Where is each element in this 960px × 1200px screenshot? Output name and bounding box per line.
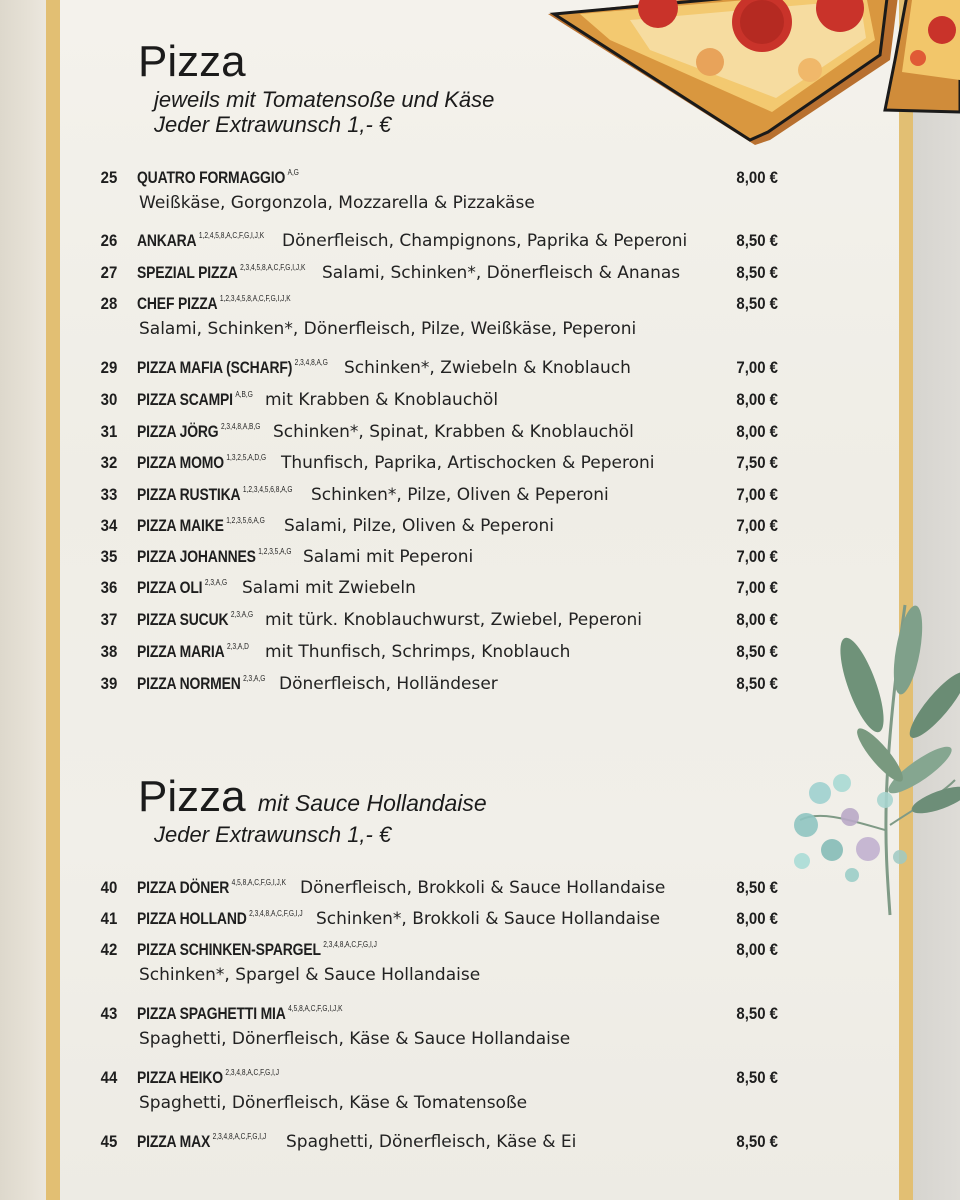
section-1-extra-note: Jeder Extrawunsch 1,- € xyxy=(154,112,392,137)
item-price: 7,00 € xyxy=(736,358,778,377)
item-price: 7,00 € xyxy=(736,516,778,535)
menu-item-40 xyxy=(0,878,960,910)
item-description: Spaghetti, Dönerfleisch, Käse & Tomatensoße xyxy=(139,1093,528,1113)
item-name xyxy=(137,674,265,694)
item-description: Dönerfleisch, Champignons, Paprika & Peperoni xyxy=(282,231,688,251)
menu-item-38 xyxy=(0,642,960,674)
item-description: Salami, Pilze, Oliven & Peperoni xyxy=(284,516,555,536)
item-name xyxy=(137,453,266,473)
allergen-codes: 2,3,A,G xyxy=(243,674,266,683)
item-name xyxy=(137,1068,279,1088)
item-name-text: PIZZA MOMO xyxy=(137,453,224,472)
section-1-subtitle: jeweils mit Tomatensoße und Käse xyxy=(154,87,495,112)
menu-item-35 xyxy=(0,547,960,579)
item-number: 40 xyxy=(100,878,118,897)
menu-item-30 xyxy=(0,390,960,422)
item-number: 38 xyxy=(100,642,118,661)
allergen-codes: 2,3,4,8,A,C,F,G,I,J xyxy=(212,1132,267,1141)
item-price: 8,50 € xyxy=(736,1132,778,1151)
item-name xyxy=(137,422,260,442)
item-number: 27 xyxy=(100,263,118,282)
item-name xyxy=(137,547,291,567)
section-2-title-suffix: mit Sauce Hollandaise xyxy=(257,790,487,816)
allergen-codes: 1,3,2,5,A,D,G xyxy=(226,453,267,462)
allergen-codes: 4,5,8,A,C,F,G,I,J,K xyxy=(231,878,286,887)
item-price: 8,00 € xyxy=(736,909,778,928)
item-name-text: PIZZA MAFIA (SCHARF) xyxy=(137,358,293,377)
item-name xyxy=(137,578,227,598)
item-name xyxy=(137,358,328,378)
item-name-text: PIZZA SCAMPI xyxy=(137,390,233,409)
menu-item-28 xyxy=(0,294,960,339)
section-2-title xyxy=(138,772,487,825)
item-name-text: PIZZA MARIA xyxy=(137,642,225,661)
item-price: 7,50 € xyxy=(736,453,778,472)
allergen-codes: 2,3,4,8,A,C,F,G,I,J xyxy=(323,940,377,949)
section-2-title-main: Pizza xyxy=(138,772,246,821)
menu-item-41 xyxy=(0,909,960,941)
item-description: Schinken*, Pilze, Oliven & Peperoni xyxy=(311,485,609,505)
allergen-codes: 1,2,4,5,8,A,C,F,G,I,J,K xyxy=(198,231,265,240)
item-description: Salami mit Zwiebeln xyxy=(242,578,416,598)
item-name xyxy=(137,909,303,929)
item-number: 26 xyxy=(100,231,118,250)
item-number: 29 xyxy=(100,358,118,377)
menu-item-36 xyxy=(0,578,960,610)
item-number: 39 xyxy=(100,674,118,693)
item-name xyxy=(137,485,293,505)
item-price: 7,00 € xyxy=(736,485,778,504)
item-name xyxy=(137,231,264,251)
item-name xyxy=(137,1132,266,1152)
menu-item-44 xyxy=(0,1068,960,1113)
item-name xyxy=(137,940,377,960)
item-name xyxy=(137,516,265,536)
item-name xyxy=(137,294,291,314)
item-price: 8,50 € xyxy=(736,878,778,897)
menu-item-33 xyxy=(0,485,960,517)
item-description: Dönerfleisch, Brokkoli & Sauce Hollandaise xyxy=(300,878,666,898)
item-name xyxy=(137,263,305,283)
item-price: 8,50 € xyxy=(736,263,778,282)
item-number: 41 xyxy=(100,909,118,928)
allergen-codes: 2,3,4,8,A,C,F,G,I,J xyxy=(249,909,303,918)
allergen-codes: A,G xyxy=(287,168,299,177)
item-number: 34 xyxy=(100,516,118,535)
item-number: 28 xyxy=(100,294,118,313)
item-price: 8,00 € xyxy=(736,390,778,409)
item-description: Salami, Schinken*, Dönerfleisch, Pilze, Weißkäse, Peperoni xyxy=(139,319,637,339)
item-description: Spaghetti, Dönerfleisch, Käse & Sauce Hollandaise xyxy=(139,1029,571,1049)
item-description: Salami, Schinken*, Dönerfleisch & Ananas xyxy=(322,263,681,283)
allergen-codes: 1,2,3,5,A,G xyxy=(258,547,292,556)
item-description: Spaghetti, Dönerfleisch, Käse & Ei xyxy=(286,1132,577,1152)
item-number: 36 xyxy=(100,578,118,597)
item-price: 8,50 € xyxy=(736,231,778,250)
item-number: 42 xyxy=(100,940,118,959)
item-name-text: PIZZA JOHANNES xyxy=(137,547,256,566)
allergen-codes: 1,2,3,5,6,A,G xyxy=(226,516,265,525)
item-name-text: PIZZA MAIKE xyxy=(137,516,224,535)
item-description: Dönerfleisch, Holländeser xyxy=(279,674,498,694)
item-price: 8,00 € xyxy=(736,422,778,441)
item-description: Weißkäse, Gorgonzola, Mozzarella & Pizzakäse xyxy=(139,193,535,213)
item-name-text: PIZZA SCHINKEN-SPARGEL xyxy=(137,940,321,959)
pizza-slices-image xyxy=(540,0,960,150)
item-number: 33 xyxy=(100,485,118,504)
section-2-extra-note: Jeder Extrawunsch 1,- € xyxy=(154,822,392,847)
menu-item-43 xyxy=(0,1004,960,1049)
item-name-text: PIZZA MAX xyxy=(137,1132,211,1151)
item-number: 44 xyxy=(100,1068,118,1087)
item-description: Salami mit Peperoni xyxy=(303,547,474,567)
item-name xyxy=(137,610,253,630)
allergen-codes: 2,3,A,D xyxy=(226,642,249,651)
menu-item-29 xyxy=(0,358,960,390)
allergen-codes: 2,3,4,8,A,G xyxy=(294,358,328,367)
allergen-codes: 2,3,A,G xyxy=(230,610,254,619)
menu-item-37 xyxy=(0,610,960,642)
item-description: mit türk. Knoblauchwurst, Zwiebel, Peperoni xyxy=(265,610,642,630)
item-name-text: CHEF PIZZA xyxy=(137,294,218,313)
item-price: 8,50 € xyxy=(736,1068,778,1087)
item-name-text: PIZZA SPAGHETTI MIA xyxy=(137,1004,286,1023)
item-number: 35 xyxy=(100,547,118,566)
allergen-codes: 4,5,8,A,C,F,G,I,J,K xyxy=(288,1004,343,1013)
menu-item-31 xyxy=(0,422,960,454)
menu-item-45 xyxy=(0,1132,960,1164)
allergen-codes: 2,3,4,8,A,B,G xyxy=(220,422,261,431)
menu-item-27 xyxy=(0,263,960,295)
item-name-text: PIZZA SUCUK xyxy=(137,610,229,629)
item-price: 8,00 € xyxy=(736,940,778,959)
item-number: 30 xyxy=(100,390,118,409)
item-price: 8,50 € xyxy=(736,294,778,313)
item-description: Schinken*, Spargel & Sauce Hollandaise xyxy=(139,965,481,985)
menu-item-42 xyxy=(0,940,960,985)
item-name-text: PIZZA OLI xyxy=(137,578,203,597)
item-name xyxy=(137,390,253,410)
item-number: 32 xyxy=(100,453,118,472)
item-description: Schinken*, Zwiebeln & Knoblauch xyxy=(344,358,631,378)
menu-item-34 xyxy=(0,516,960,548)
menu-item-26 xyxy=(0,231,960,263)
menu-item-25 xyxy=(0,168,960,213)
allergen-codes: 1,2,3,4,5,6,8,A,G xyxy=(242,485,293,494)
item-name-text: QUATRO FORMAGGIO xyxy=(137,168,286,187)
item-name-text: ANKARA xyxy=(137,231,197,250)
item-price: 8,00 € xyxy=(736,610,778,629)
item-name-text: PIZZA NORMEN xyxy=(137,674,241,693)
allergen-codes: 2,3,4,8,A,C,F,G,I,J xyxy=(225,1068,280,1077)
item-number: 43 xyxy=(100,1004,118,1023)
item-name-text: SPEZIAL PIZZA xyxy=(137,263,238,282)
item-description: mit Thunfisch, Schrimps, Knoblauch xyxy=(265,642,571,662)
item-name-text: PIZZA JÖRG xyxy=(137,422,219,441)
menu-item-39 xyxy=(0,674,960,706)
item-name-text: PIZZA DÖNER xyxy=(137,878,230,897)
allergen-codes: A,B,G xyxy=(235,390,253,399)
item-price: 7,00 € xyxy=(736,547,778,566)
item-number: 45 xyxy=(100,1132,118,1151)
allergen-codes: 2,3,A,G xyxy=(204,578,228,587)
item-description: Schinken*, Brokkoli & Sauce Hollandaise xyxy=(316,909,661,929)
menu-item-32 xyxy=(0,453,960,485)
item-number: 25 xyxy=(100,168,118,187)
item-name xyxy=(137,168,299,188)
item-name-text: PIZZA HEIKO xyxy=(137,1068,223,1087)
item-description: Schinken*, Spinat, Krabben & Knoblauchöl xyxy=(273,422,634,442)
allergen-codes: 2,3,4,5,8,A,C,F,G,I,J,K xyxy=(240,263,306,272)
allergen-codes: 1,2,3,4,5,8,A,C,F,G,I,J,K xyxy=(219,294,291,303)
item-name-text: PIZZA RUSTIKA xyxy=(137,485,241,504)
item-name-text: PIZZA HOLLAND xyxy=(137,909,247,928)
item-price: 7,00 € xyxy=(736,578,778,597)
item-number: 31 xyxy=(100,422,118,441)
section-1-title: Pizza xyxy=(138,37,246,86)
item-description: Thunfisch, Paprika, Artischocken & Peperoni xyxy=(281,453,655,473)
item-price: 8,00 € xyxy=(736,168,778,187)
item-name xyxy=(137,1004,342,1024)
item-number: 37 xyxy=(100,610,118,629)
item-price: 8,50 € xyxy=(736,1004,778,1023)
item-price: 8,50 € xyxy=(736,674,778,693)
item-name xyxy=(137,642,249,662)
item-description: mit Krabben & Knoblauchöl xyxy=(265,390,499,410)
item-name xyxy=(137,878,286,898)
item-price: 8,50 € xyxy=(736,642,778,661)
